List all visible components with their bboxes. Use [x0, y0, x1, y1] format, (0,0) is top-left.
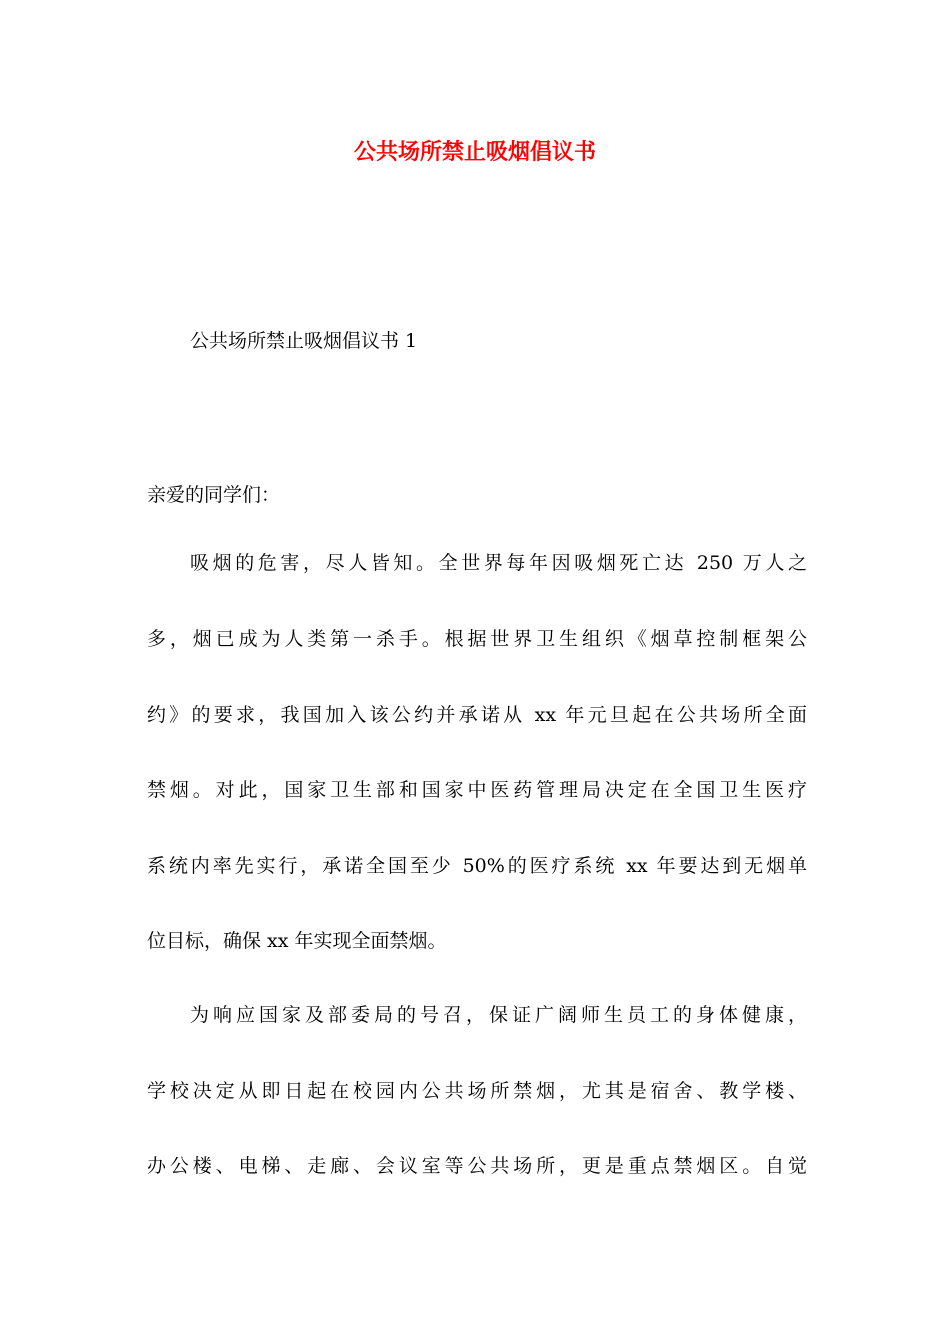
document-title: 公共场所禁止吸烟倡议书	[353, 139, 596, 165]
salutation: 亲爱的同学们：	[147, 484, 281, 506]
paragraph-line: 系统内率先实行，承诺全国至少 50%的医疗系统 xx 年要达到无烟单	[147, 855, 807, 877]
paragraph-line: 为响应国家及部委局的号召，保证广阔师生员工的身体健康，	[190, 1004, 807, 1026]
paragraph-line: 吸烟的危害，尽人皆知。全世界每年因吸烟死亡达 250 万人之	[190, 552, 807, 574]
paragraph-line: 学校决定从即日起在校园内公共场所禁烟，尤其是宿舍、教学楼、	[147, 1080, 807, 1102]
document-subtitle: 公共场所禁止吸烟倡议书 1	[190, 330, 418, 352]
paragraph-line: 多，烟已成为人类第一杀手。根据世界卫生组织《烟草控制框架公	[147, 628, 807, 650]
paragraph-line: 禁烟。对此，国家卫生部和国家中医药管理局决定在全国卫生医疗	[147, 779, 807, 801]
paragraph-line: 约》的要求，我国加入该公约并承诺从 xx 年元旦起在公共场所全面	[147, 704, 807, 726]
paragraph-line: 位目标，确保 xx 年实现全面禁烟。	[147, 930, 447, 952]
paragraph-line: 办公楼、电梯、走廊、会议室等公共场所，更是重点禁烟区。自觉	[147, 1155, 807, 1177]
